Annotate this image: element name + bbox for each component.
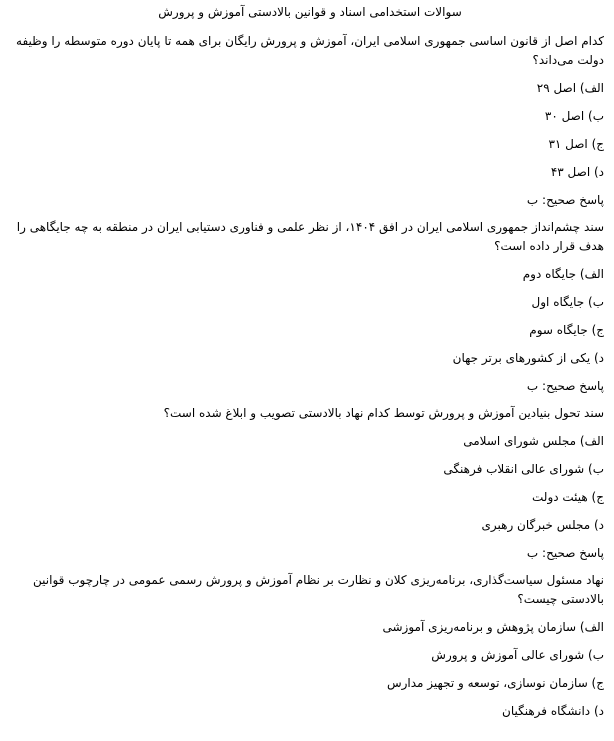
option-b: ب) شورای عالی آموزش و پرورش bbox=[431, 648, 604, 662]
option-c: ج) جایگاه سوم bbox=[529, 323, 604, 337]
document-page bbox=[0, 2, 614, 721]
option-d: د) اصل ۴۳ bbox=[550, 165, 604, 179]
option-a: الف) جایگاه دوم bbox=[522, 267, 604, 281]
question-1 bbox=[16, 32, 604, 210]
option-c: ج) اصل ۳۱ bbox=[548, 137, 604, 151]
option-d: د) یکی از کشورهای برتر جهان bbox=[452, 351, 604, 365]
option-b: ب) جایگاه اول bbox=[531, 295, 604, 309]
option-c: ج) سازمان نوسازی، توسعه و تجهیز مدارس bbox=[386, 676, 604, 690]
option-a: الف) سازمان پژوهش و برنامه‌ریزی آموزشی bbox=[382, 620, 604, 634]
question-4 bbox=[16, 571, 604, 721]
option-a: الف) مجلس شورای اسلامی bbox=[463, 434, 604, 448]
question-text: کدام اصل از قانون اساسی جمهوری اسلامی ایران، آموزش و پرورش رایگان برای همه تا پایان دوره متوسطه را وظیفه دولت می‌داند؟ bbox=[16, 34, 604, 67]
option-c: ج) هیئت دولت bbox=[532, 490, 604, 504]
document-title-text: سوالات استخدامی اسناد و قوانین بالادستی آموزش و پرورش bbox=[158, 5, 462, 19]
question-text: سند چشم‌انداز جمهوری اسلامی ایران در افق ۱۴۰۴، از نظر علمی و فناوری دستیابی ایران در منطقه به چه جایگاهی را هدف قرار داده است؟ bbox=[16, 220, 604, 253]
document-title bbox=[16, 2, 604, 24]
question-text: نهاد مسئول سیاست‌گذاری، برنامه‌ریزی کلان و نظارت بر نظام آموزش و پرورش رسمی عمومی در چارچوب قوانین بالادستی چیست؟ bbox=[33, 573, 604, 606]
option-b: ب) اصل ۳۰ bbox=[544, 109, 604, 123]
correct-answer: پاسخ صحیح: ب bbox=[526, 193, 604, 207]
question-3 bbox=[16, 404, 604, 563]
option-b: ب) شورای عالی انقلاب فرهنگی bbox=[443, 462, 604, 476]
correct-answer: پاسخ صحیح: ب bbox=[526, 546, 604, 560]
option-a: الف) اصل ۲۹ bbox=[536, 81, 604, 95]
question-text: سند تحول بنیادین آموزش و پرورش توسط کدام نهاد بالادستی تصویب و ابلاغ شده است؟ bbox=[163, 406, 604, 420]
correct-answer: پاسخ صحیح: ب bbox=[526, 379, 604, 393]
option-d: د) دانشگاه فرهنگیان bbox=[502, 704, 604, 718]
question-2 bbox=[16, 218, 604, 396]
option-d: د) مجلس خبرگان رهبری bbox=[481, 518, 604, 532]
